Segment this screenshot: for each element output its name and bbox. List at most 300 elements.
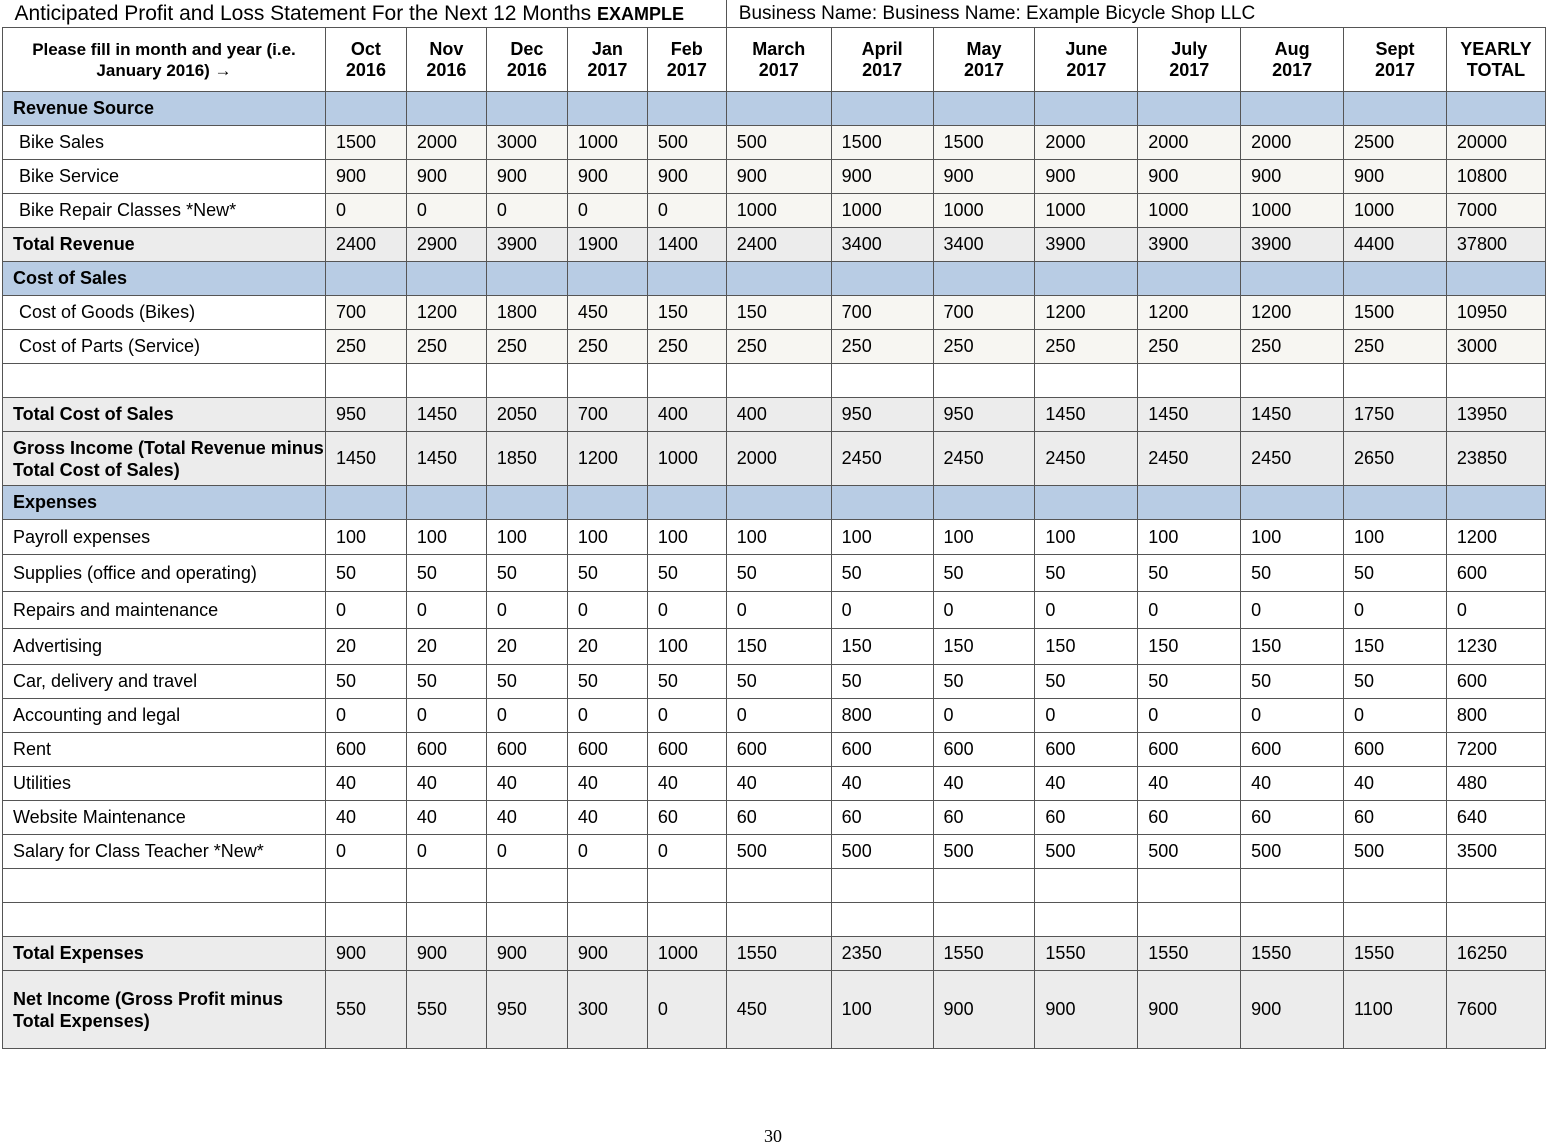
value-cell: 3900 [1035, 228, 1138, 262]
value-cell: 250 [933, 330, 1035, 364]
value-cell: 900 [567, 937, 647, 971]
table-row [3, 126, 1546, 160]
value-cell [1241, 903, 1344, 937]
value-cell: 2350 [831, 937, 933, 971]
value-cell: 0 [325, 592, 406, 629]
row-label: Repairs and maintenance [3, 592, 326, 629]
value-cell: 2000 [406, 126, 486, 160]
value-cell: 0 [486, 699, 567, 733]
value-cell: 40 [1241, 767, 1344, 801]
value-cell [406, 364, 486, 398]
month-header [726, 28, 831, 92]
value-cell: 50 [486, 665, 567, 699]
value-cell: 900 [1035, 160, 1138, 194]
month-name: Dec [510, 38, 544, 59]
value-cell [1241, 262, 1344, 296]
value-cell: 1450 [325, 432, 406, 486]
value-cell: 1900 [567, 228, 647, 262]
value-cell: 600 [1446, 665, 1545, 699]
business-name: Business Name: Business Name: Example Bicycle Shop LLC [726, 0, 1545, 28]
value-cell: 1400 [647, 228, 726, 262]
value-cell: 250 [831, 330, 933, 364]
value-cell: 0 [406, 699, 486, 733]
value-cell: 900 [325, 160, 406, 194]
value-cell: 2000 [1241, 126, 1344, 160]
value-cell: 250 [1035, 330, 1138, 364]
value-cell: 0 [486, 835, 567, 869]
value-cell: 20 [567, 629, 647, 665]
value-cell [567, 486, 647, 520]
value-cell [726, 869, 831, 903]
value-cell [1241, 869, 1344, 903]
row-label: Advertising [3, 629, 326, 665]
value-cell [325, 903, 406, 937]
value-cell: 50 [933, 555, 1035, 592]
month-header [406, 28, 486, 92]
month-year: 2016 [506, 59, 547, 80]
value-cell: 10950 [1446, 296, 1545, 330]
value-cell: 40 [406, 767, 486, 801]
value-cell: 100 [831, 520, 933, 555]
value-cell [1344, 869, 1447, 903]
value-cell: 0 [567, 194, 647, 228]
value-cell: 250 [325, 330, 406, 364]
value-cell [1138, 262, 1241, 296]
value-cell: 600 [831, 733, 933, 767]
value-cell: 40 [406, 801, 486, 835]
value-cell: 3900 [486, 228, 567, 262]
value-cell [1446, 92, 1545, 126]
month-name: Sept [1375, 38, 1415, 59]
title-tag: EXAMPLE [596, 3, 684, 24]
row-label: Cost of Goods (Bikes) [3, 296, 326, 330]
value-cell [933, 262, 1035, 296]
month-year: 2017 [666, 59, 707, 80]
value-cell: 40 [325, 767, 406, 801]
value-cell: 550 [325, 971, 406, 1049]
value-cell: 1200 [1446, 520, 1545, 555]
table-row [3, 194, 1546, 228]
value-cell [1344, 364, 1447, 398]
value-cell: 1550 [1344, 937, 1447, 971]
value-cell: 150 [726, 629, 831, 665]
value-cell: 600 [647, 733, 726, 767]
value-cell: 1800 [486, 296, 567, 330]
value-cell [1138, 486, 1241, 520]
value-cell [726, 364, 831, 398]
value-cell: 40 [1138, 767, 1241, 801]
value-cell: 23850 [1446, 432, 1545, 486]
value-cell [486, 869, 567, 903]
value-cell: 1550 [1138, 937, 1241, 971]
month-name: April [861, 38, 903, 59]
value-cell: 0 [325, 699, 406, 733]
value-cell [1344, 903, 1447, 937]
value-cell [1446, 869, 1545, 903]
table-row [3, 767, 1546, 801]
value-cell: 1230 [1446, 629, 1545, 665]
value-cell: 40 [486, 767, 567, 801]
value-cell [647, 869, 726, 903]
value-cell: 900 [406, 937, 486, 971]
value-cell: 600 [406, 733, 486, 767]
month-name: YEARLY [1460, 38, 1532, 59]
row-label [3, 869, 326, 903]
value-cell: 50 [325, 555, 406, 592]
value-cell [831, 903, 933, 937]
value-cell [567, 92, 647, 126]
value-cell: 0 [1035, 592, 1138, 629]
value-cell: 50 [406, 665, 486, 699]
value-cell: 0 [726, 699, 831, 733]
value-cell [406, 92, 486, 126]
table-row [3, 937, 1546, 971]
value-cell: 100 [831, 971, 933, 1049]
value-cell: 1000 [1035, 194, 1138, 228]
table-row [3, 486, 1546, 520]
month-name: Jan [591, 38, 623, 59]
value-cell: 2900 [406, 228, 486, 262]
month-year: 2017 [1169, 59, 1210, 80]
table-row [3, 555, 1546, 592]
value-cell: 2400 [325, 228, 406, 262]
value-cell [1035, 262, 1138, 296]
value-cell: 0 [933, 592, 1035, 629]
value-cell: 0 [406, 194, 486, 228]
month-name: Oct [350, 38, 381, 59]
value-cell: 900 [325, 937, 406, 971]
value-cell: 0 [1138, 699, 1241, 733]
value-cell: 900 [933, 160, 1035, 194]
value-cell [647, 262, 726, 296]
value-cell: 2450 [1241, 432, 1344, 486]
value-cell: 100 [325, 520, 406, 555]
value-cell: 16250 [1446, 937, 1545, 971]
value-cell: 500 [1344, 835, 1447, 869]
value-cell: 60 [831, 801, 933, 835]
value-cell: 0 [647, 592, 726, 629]
value-cell: 600 [567, 733, 647, 767]
value-cell: 1450 [406, 398, 486, 432]
month-name: Aug [1274, 38, 1310, 59]
value-cell: 700 [325, 296, 406, 330]
value-cell [1344, 262, 1447, 296]
value-cell [567, 903, 647, 937]
value-cell [1035, 486, 1138, 520]
value-cell [933, 364, 1035, 398]
value-cell: 1200 [1241, 296, 1344, 330]
month-name: Feb [670, 38, 703, 59]
month-name: May [966, 38, 1002, 59]
value-cell [325, 869, 406, 903]
value-cell: 50 [1241, 555, 1344, 592]
value-cell [647, 92, 726, 126]
value-cell: 0 [647, 971, 726, 1049]
value-cell [933, 903, 1035, 937]
value-cell: 40 [647, 767, 726, 801]
value-cell: 900 [1138, 160, 1241, 194]
row-label: Total Cost of Sales [3, 398, 326, 432]
value-cell: 50 [406, 555, 486, 592]
value-cell: 0 [1344, 592, 1447, 629]
value-cell: 50 [726, 555, 831, 592]
value-cell: 40 [831, 767, 933, 801]
value-cell: 50 [1035, 555, 1138, 592]
month-year: 2017 [758, 59, 799, 80]
value-cell: 20 [325, 629, 406, 665]
value-cell: 500 [1035, 835, 1138, 869]
value-cell: 700 [933, 296, 1035, 330]
row-label: Net Income (Gross Profit minus Total Expenses) [3, 971, 326, 1049]
value-cell: 2450 [1035, 432, 1138, 486]
value-cell [831, 364, 933, 398]
table-row [3, 262, 1546, 296]
table-row [3, 699, 1546, 733]
row-label: Gross Income (Total Revenue minus Total Cost of Sales) [3, 432, 326, 486]
value-cell: 0 [567, 835, 647, 869]
value-cell: 2450 [1138, 432, 1241, 486]
value-cell: 60 [1344, 801, 1447, 835]
value-cell: 900 [567, 160, 647, 194]
value-cell [325, 486, 406, 520]
value-cell: 60 [933, 801, 1035, 835]
value-cell: 600 [1446, 555, 1545, 592]
value-cell [567, 262, 647, 296]
value-cell: 1550 [933, 937, 1035, 971]
value-cell: 2000 [1138, 126, 1241, 160]
value-cell [1138, 92, 1241, 126]
value-cell [1241, 364, 1344, 398]
value-cell: 550 [406, 971, 486, 1049]
row-label [3, 364, 326, 398]
table-row [3, 330, 1546, 364]
value-cell: 600 [325, 733, 406, 767]
month-header [1344, 28, 1447, 92]
value-cell: 150 [726, 296, 831, 330]
row-label: Accounting and legal [3, 699, 326, 733]
value-cell: 800 [1446, 699, 1545, 733]
value-cell: 640 [1446, 801, 1545, 835]
value-cell: 50 [647, 555, 726, 592]
value-cell: 0 [1344, 699, 1447, 733]
value-cell [726, 486, 831, 520]
value-cell: 20 [406, 629, 486, 665]
value-cell [406, 486, 486, 520]
table-row [3, 801, 1546, 835]
month-year: 2016 [426, 59, 467, 80]
value-cell: 2050 [486, 398, 567, 432]
month-year: 2017 [862, 59, 903, 80]
value-cell: 0 [406, 592, 486, 629]
month-header [567, 28, 647, 92]
table-row [3, 629, 1546, 665]
value-cell: 3900 [1138, 228, 1241, 262]
value-cell: 450 [726, 971, 831, 1049]
value-cell: 40 [1344, 767, 1447, 801]
value-cell: 50 [831, 555, 933, 592]
value-cell: 0 [567, 699, 647, 733]
value-cell: 900 [831, 160, 933, 194]
value-cell [933, 92, 1035, 126]
value-cell: 0 [486, 194, 567, 228]
value-cell: 950 [486, 971, 567, 1049]
value-cell: 2500 [1344, 126, 1447, 160]
value-cell: 0 [1241, 592, 1344, 629]
value-cell [325, 262, 406, 296]
section-heading: Cost of Sales [3, 262, 326, 296]
value-cell: 60 [1035, 801, 1138, 835]
value-cell: 7600 [1446, 971, 1545, 1049]
value-cell [933, 486, 1035, 520]
value-cell [1344, 92, 1447, 126]
month-header [647, 28, 726, 92]
value-cell: 100 [486, 520, 567, 555]
value-cell: 1000 [1138, 194, 1241, 228]
row-label: Total Expenses [3, 937, 326, 971]
value-cell: 600 [1035, 733, 1138, 767]
value-cell: 50 [325, 665, 406, 699]
value-cell [1446, 486, 1545, 520]
value-cell: 500 [726, 126, 831, 160]
value-cell: 500 [1241, 835, 1344, 869]
value-cell: 1450 [1138, 398, 1241, 432]
row-label: Supplies (office and operating) [3, 555, 326, 592]
value-cell: 900 [1241, 160, 1344, 194]
value-cell: 0 [1446, 592, 1545, 629]
value-cell: 1750 [1344, 398, 1447, 432]
value-cell: 900 [1138, 971, 1241, 1049]
value-cell [726, 903, 831, 937]
table-row [3, 592, 1546, 629]
value-cell: 1000 [1344, 194, 1447, 228]
month-name: March [752, 38, 806, 59]
value-cell: 950 [831, 398, 933, 432]
row-label [3, 903, 326, 937]
value-cell: 3000 [486, 126, 567, 160]
value-cell: 1500 [325, 126, 406, 160]
value-cell: 20 [486, 629, 567, 665]
value-cell [325, 92, 406, 126]
value-cell: 1200 [1138, 296, 1241, 330]
value-cell: 1450 [1035, 398, 1138, 432]
month-name: June [1065, 38, 1108, 59]
value-cell: 40 [325, 801, 406, 835]
value-cell: 400 [647, 398, 726, 432]
value-cell [486, 903, 567, 937]
month-year: TOTAL [1466, 59, 1526, 80]
value-cell [831, 869, 933, 903]
value-cell: 700 [831, 296, 933, 330]
value-cell: 2400 [726, 228, 831, 262]
value-cell: 50 [831, 665, 933, 699]
value-cell: 0 [486, 592, 567, 629]
month-header [1446, 28, 1545, 92]
month-name: Nov [429, 38, 464, 59]
value-cell: 150 [1241, 629, 1344, 665]
value-cell: 50 [933, 665, 1035, 699]
table-row [3, 364, 1546, 398]
table-row [3, 160, 1546, 194]
value-cell [486, 364, 567, 398]
value-cell: 13950 [1446, 398, 1545, 432]
table-row [3, 835, 1546, 869]
value-cell: 1100 [1344, 971, 1447, 1049]
value-cell: 250 [647, 330, 726, 364]
value-cell: 100 [647, 520, 726, 555]
value-cell [1138, 869, 1241, 903]
table-row [3, 733, 1546, 767]
month-year: 2016 [345, 59, 386, 80]
row-label: Website Maintenance [3, 801, 326, 835]
value-cell: 40 [933, 767, 1035, 801]
table-row [3, 520, 1546, 555]
value-cell: 0 [1241, 699, 1344, 733]
value-cell: 50 [567, 555, 647, 592]
value-cell: 0 [325, 835, 406, 869]
value-cell: 20000 [1446, 126, 1545, 160]
value-cell: 500 [647, 126, 726, 160]
value-cell: 0 [647, 835, 726, 869]
value-cell: 900 [1241, 971, 1344, 1049]
value-cell [1446, 364, 1545, 398]
value-cell: 1450 [1241, 398, 1344, 432]
value-cell: 0 [1035, 699, 1138, 733]
section-heading: Revenue Source [3, 92, 326, 126]
value-cell: 50 [1241, 665, 1344, 699]
value-cell: 100 [1138, 520, 1241, 555]
value-cell: 1000 [647, 432, 726, 486]
value-cell [1035, 903, 1138, 937]
value-cell: 3400 [933, 228, 1035, 262]
value-cell: 900 [647, 160, 726, 194]
value-cell [726, 262, 831, 296]
value-cell: 0 [647, 194, 726, 228]
table-row [3, 432, 1546, 486]
value-cell: 2450 [831, 432, 933, 486]
value-cell: 1500 [831, 126, 933, 160]
value-cell: 1550 [726, 937, 831, 971]
value-cell: 60 [647, 801, 726, 835]
row-label: Bike Service [3, 160, 326, 194]
value-cell: 60 [1138, 801, 1241, 835]
value-cell: 2450 [933, 432, 1035, 486]
value-cell: 2650 [1344, 432, 1447, 486]
value-cell: 500 [933, 835, 1035, 869]
value-cell: 100 [567, 520, 647, 555]
value-cell: 1850 [486, 432, 567, 486]
value-cell: 1200 [1035, 296, 1138, 330]
value-cell: 1500 [933, 126, 1035, 160]
row-label: Bike Sales [3, 126, 326, 160]
value-cell: 0 [1138, 592, 1241, 629]
value-cell: 3500 [1446, 835, 1545, 869]
value-cell [325, 364, 406, 398]
value-cell: 900 [1035, 971, 1138, 1049]
value-cell: 480 [1446, 767, 1545, 801]
value-cell: 100 [1344, 520, 1447, 555]
value-cell: 250 [726, 330, 831, 364]
value-cell [1241, 92, 1344, 126]
value-cell: 900 [1344, 160, 1447, 194]
value-cell [406, 903, 486, 937]
month-header [1035, 28, 1138, 92]
value-cell: 0 [831, 592, 933, 629]
value-cell: 1000 [831, 194, 933, 228]
month-year: 2017 [1066, 59, 1107, 80]
row-label: Utilities [3, 767, 326, 801]
value-cell: 500 [726, 835, 831, 869]
value-cell: 2000 [1035, 126, 1138, 160]
